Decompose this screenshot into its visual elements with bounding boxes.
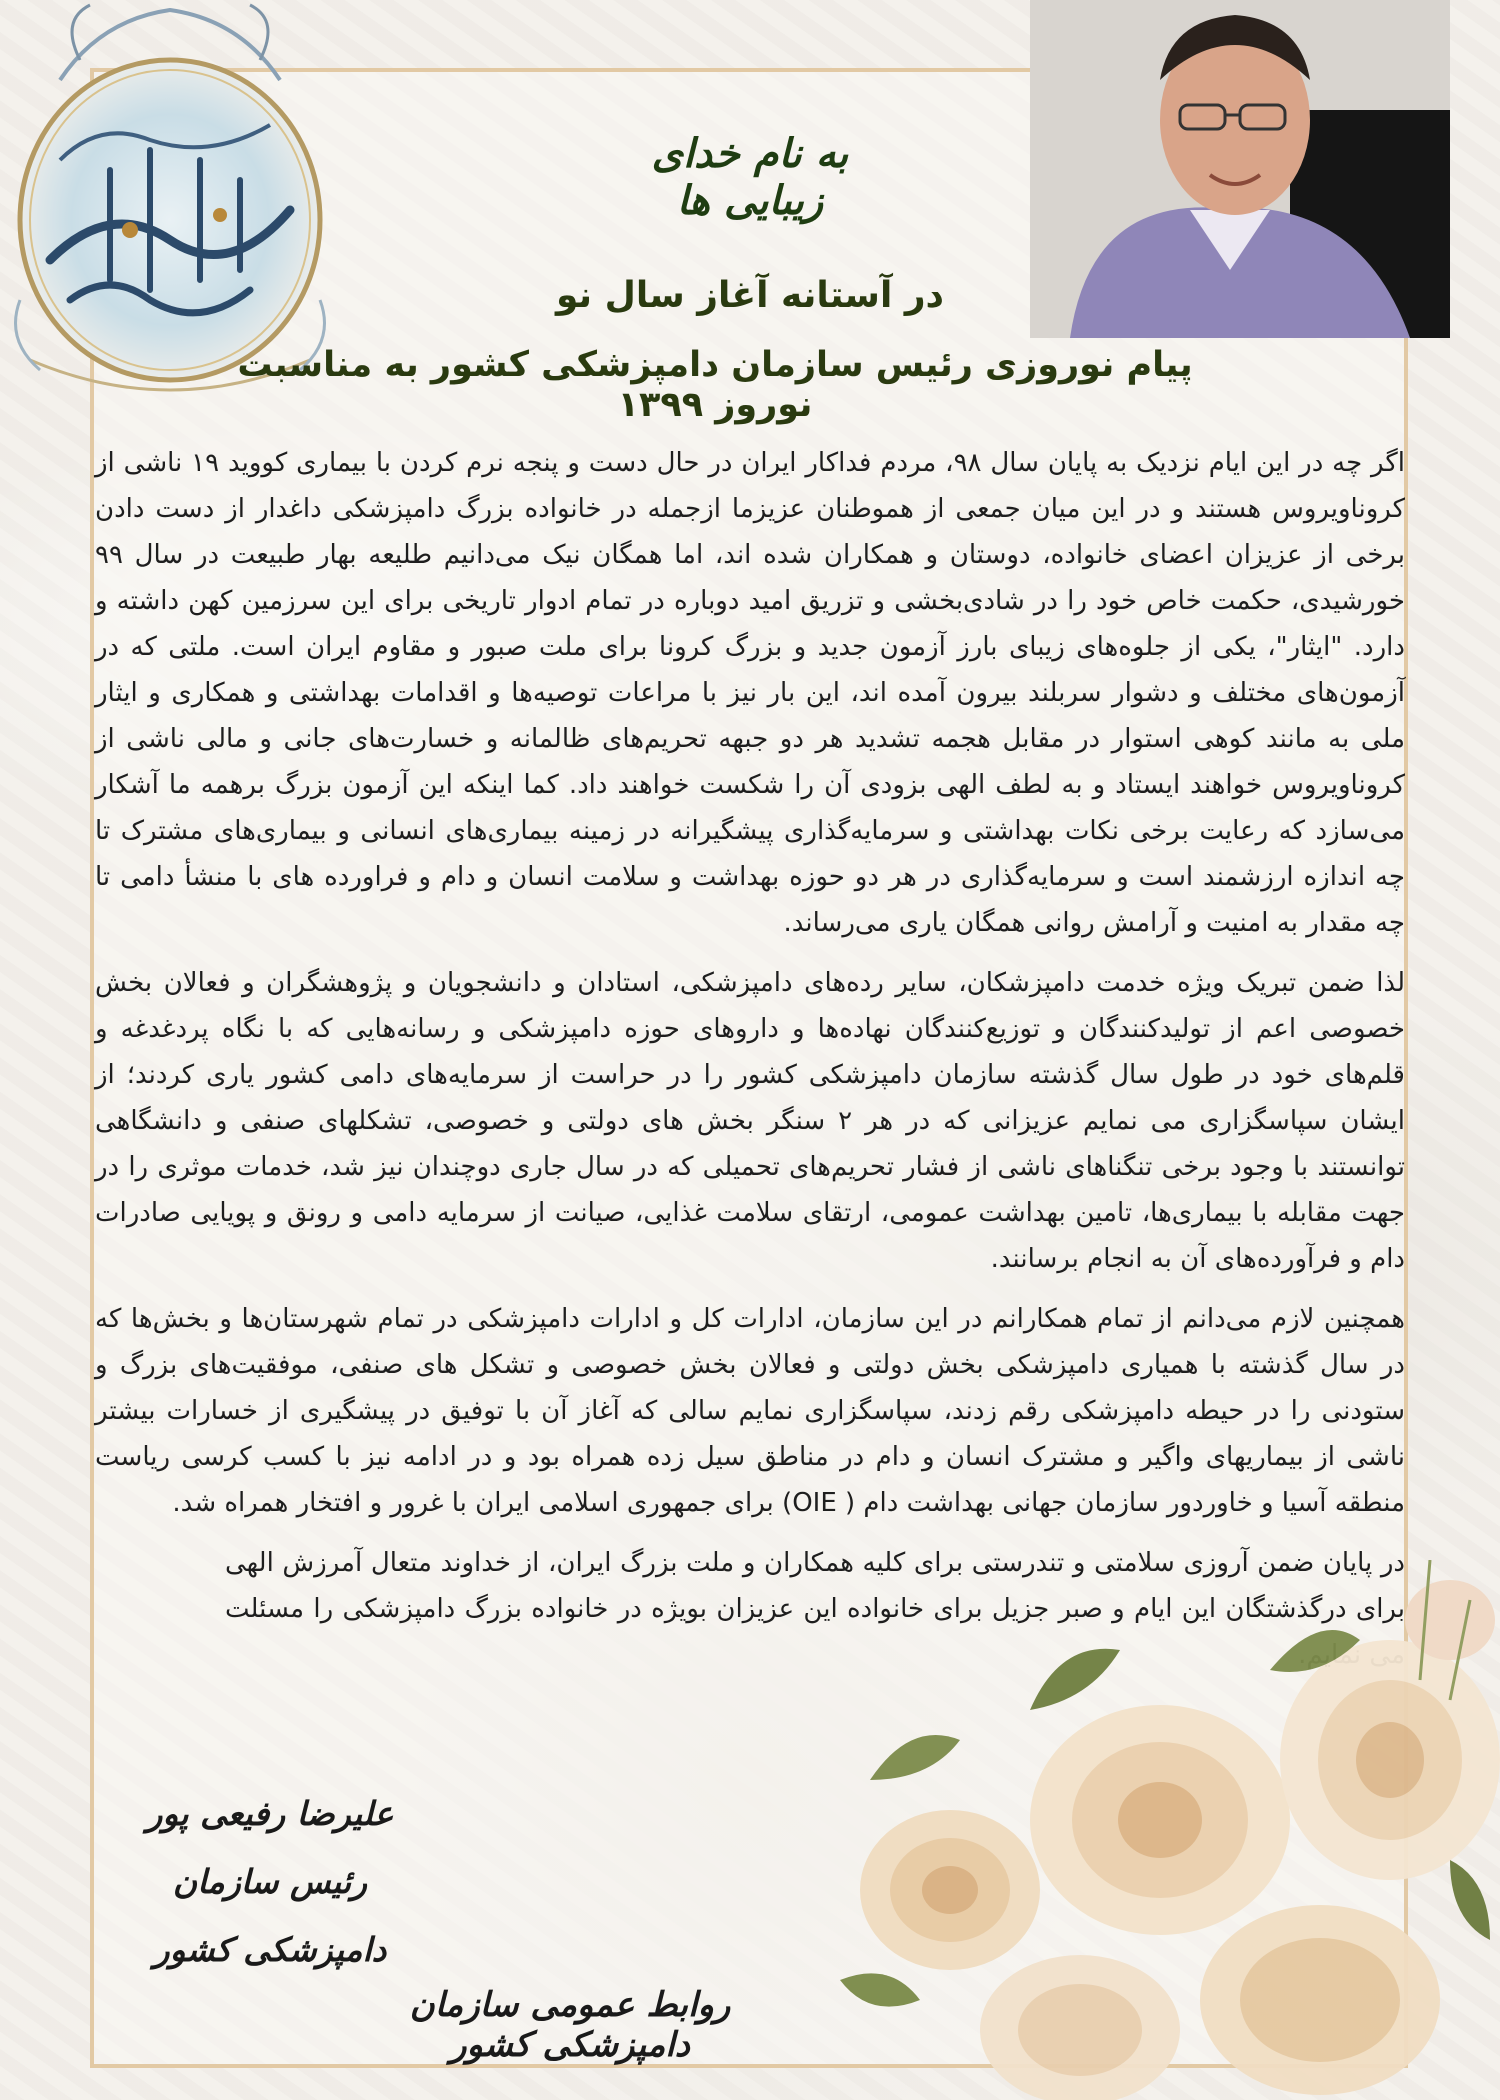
paragraph-2: لذا ضمن تبریک ویژه خدمت دامپزشکان، سایر رده‌های دامپزشکی، استادان و دانشجویان و پژوهشگران و فعالان بخش خصوصی اعم از تولیدکنندگان و توزیع‌کنندگان نهاده‌ها و داروهای حوزه دامپزشکی و رسانه‌هایی که با نگاه پردغدغه و قلم‌های خود در طول سال گذشته سازمان دامپزشکی کشور را در حراست از سرمایه‌های دامی کشور یاری کردند؛ از ایشان سپاسگزاری می نمایم عزیزانی که در هر ۲ سنگر بخش های دولتی و خصوصی، تشکلهای صنفی و دانشگاهی توانستند با وجود برخی تنگناهای ناشی از فشار تحریم‌های تحمیلی که در سال جاری دوچندان نیز شد، خدمات موثری را در جهت مقابله با بیماری‌ها، تامین بهداشت عمومی، ارتقای سلامت غذایی، صیانت از سرمایه دامی و رونق و پویایی صادرات دام و فرآورده‌های آن به انجام برسانند. (95, 968, 1405, 1274)
signature-block (120, 1780, 420, 1984)
page-subtitle: پیام نوروزی رئیس سازمان دامپزشکی کشور به مناسبت نوروز ۱۳۹۹ (237, 345, 1193, 425)
paragraph-4: در پایان ضمن آروزی سلامتی و تندرستی برای کلیه همکاران و ملت بزرگ ایران، از خداوند متعال آمرزش الهی برای درگذشتگان این ایام و صبر جزیل برای خانواده این عزیزان بویژه در خانواده بزرگ دامپزشکی را مسئلت (225, 1548, 1405, 1624)
footer-public-relations: روابط عمومی سازمان دامپزشکی کشور (409, 1985, 731, 2065)
basmala-heading: به نام خدای زیبایی ها (651, 130, 849, 224)
paragraph-1: اگر چه در این ایام نزدیک به پایان سال ۹۸، مردم فداکار ایران در حال دست و پنجه نرم کردن با بیماری کووید ۱۹ ناشی از کروناویروس هستند و در این میان جمعی از هموطنان عزیزما ازجمله در خانواده بزرگ دامپزشکی داغدار از دست دادن برخی از عزیزان اعضای خانواده، دوستان و همکاران شده اند، اما همگان نیک می‌دانیم طلیعه بهار طبیعت در سال ۹۹ خورشیدی، حکمت خاص خود را در شادی‌بخشی و تزریق امید دوباره در تمام ادوار تاریخی برای این سرزمین کهن داشته و دارد. "ایثار"، یکی از جلوه‌های زیبای بارز آزمون جدید و بزرگ کرونا برای ملت صبور و مقاوم ایران است. ملتی که در آزمون‌های مختلف و دشوار سربلند بیرون آمده اند، این بار نیز با مراعات توصیه‌ها و اقدامات بهداشتی و همکاری و ایثار ملی به مانند کوهی استوار در مقابل هجمه تشدید هر دو جبهه تحریم‌های ظالمانه و خسارت‌های جانی و مالی ناشی از کروناویروس خواهند ایستاد و به لطف الهی بزودی آن را شکست خواهند داد. کما اینکه این آزمون بزرگ برهمه ما آشکار می‌سازد که رعایت برخی نکات بهداشتی و سرمایه‌گذاری پیشگیرانه در زمینه بیماری‌های انسانی و بیماری‌های مشترک تا چه اندازه ارزشمند است و سرمایه‌گذاری در هر دو حوزه بهداشت و سلامت انسان و دام و فراورده های با منشأ دامی تا چه مقدار به امنیت و آرامش روانی همگان یاری می‌رساند. (95, 448, 1405, 938)
message-body (95, 440, 1405, 1692)
calligraphy-medallion (0, 0, 340, 400)
signature-position: رئیس سازمان دامپزشکی کشور (153, 1862, 387, 1969)
roses-decoration (830, 1560, 1500, 2100)
page-title: در آستانه آغاز سال نو (555, 275, 945, 316)
paragraph-3: همچنین لازم می‌دانم از تمام همکارانم در این سازمان، ادارات کل و ادارات دامپزشکی در تمام شهرستان‌ها و بخش‌ها که در سال گذشته با همیاری دامپزشکی بخش دولتی و فعالان بخش خصوصی و تشکل های صنفی، موفقیت‌های بزرگ و ستودنی را در حیطه دامپزشکی رقم زدند، سپاسگزاری نمایم سالی که آغاز آن با توفیق در پیشگیری از خسارات بیشتر ناشی از بیماریهای واگیر و مشترک انسان و دام در مناطق سیل زده همراه بود و در ادامه نیز با کسب کرسی ریاست منطقه آسیا و خاوردور سازمان جهانی بهداشت دام ( OIE) برای جمهوری اسلامی ایران با غرور و افتخار همراه شد. (95, 1304, 1405, 1518)
portrait-photo (1030, 0, 1450, 338)
signature-name: علیرضا رفیعی پور (146, 1794, 394, 1833)
